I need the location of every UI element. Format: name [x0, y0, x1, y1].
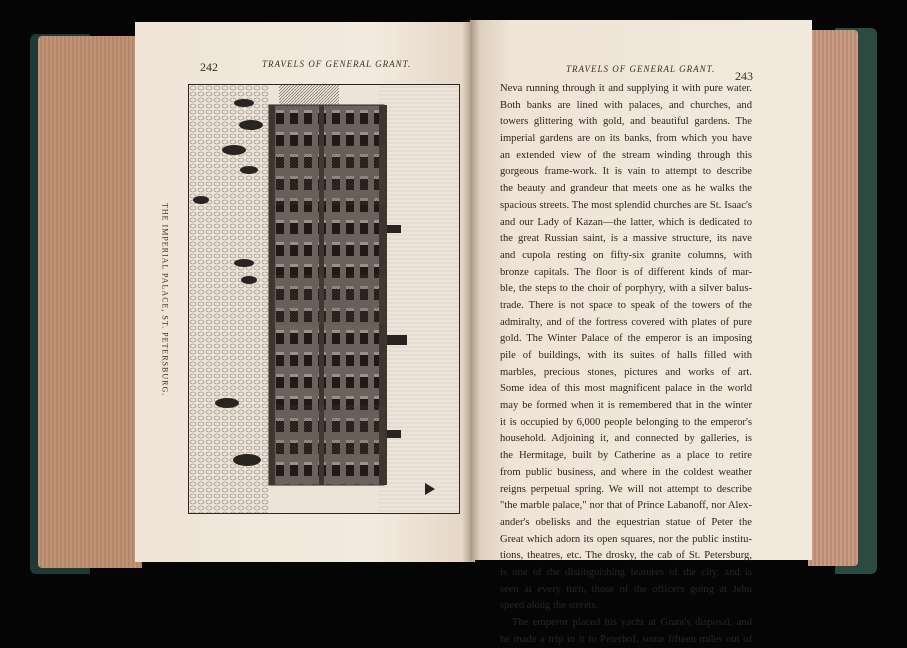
text-line: ander's obelisks and the equestrian statue of Peter the: [500, 516, 752, 528]
text-line: admiralty, and of the fortress covered with plates of pure: [500, 316, 752, 328]
text-line: pile of buildings, with its suites of halls filled with: [500, 350, 752, 361]
right-page-number: 243: [735, 69, 753, 83]
text-line: The emperor placed his yacht at Grant's disposal, and: [512, 617, 752, 628]
text-line: Some idea of this most magnificent palace in the world: [500, 383, 752, 395]
left-page-number: 242: [200, 60, 218, 74]
text-line: Great which adorn its open squares, nor the public institu-: [500, 533, 752, 545]
text-line: is one of the distinguishing features of the city, and is: [500, 566, 752, 578]
text-line: gorgeous frame-work. It is vain to attempt to describe: [500, 166, 752, 178]
text-line: and cupola resting on fifty-six granite columns, with: [500, 249, 752, 261]
left-running-head: TRAVELS OF GENERAL GRANT.: [262, 59, 412, 69]
text-line: gold. The Winter Palace of the emperor is an imposing: [500, 333, 752, 345]
book-gutter: [462, 20, 480, 562]
plate-caption-text: THE IMPERIAL PALACE, ST. PETERSBURG.: [160, 203, 170, 397]
text-line: bronze capitals. The floor is of different kinds of mar-: [500, 266, 752, 278]
text-line: marbles, precious stones, pictures and works of art.: [500, 366, 752, 378]
text-line: he made a trip in it to Peterhof, some fifteen miles out of: [500, 633, 752, 645]
text-line: it is occupied by 6,000 people belonging to the emperor's: [500, 416, 752, 428]
text-line: ble, the steps to the choir of porphyry, with a silver balus-: [500, 283, 752, 295]
text-line: may be formed when it is remembered that in the winter: [500, 400, 752, 412]
text-line: speed along the streets.: [500, 600, 599, 612]
text-line: the Hermitage, built by Catherine as a place to retire: [500, 450, 752, 462]
text-line: towers glittering with gold, and beautiful gardens. The: [500, 116, 752, 128]
right-running-head: TRAVELS OF GENERAL GRANT.: [566, 64, 716, 74]
page-edges-left: [38, 36, 142, 568]
page-edges-right: [808, 30, 858, 566]
text-line: reigns perpetual spring. We will not attempt to describe: [500, 483, 752, 495]
plate-caption: [155, 90, 175, 510]
text-line: from public business, and where in the coldest weather: [500, 466, 752, 478]
text-line: seen at every turn, those of the officers going at Jehu: [500, 583, 752, 595]
text-line: the beauty and grandeur that meets one as he walks the: [500, 183, 752, 195]
text-line: household. Adjoining it, and connected by galleries, is: [500, 433, 752, 445]
text-line: imperial gardens are on its banks, from which you have: [500, 133, 752, 145]
text-line: Both banks are lined with palaces, and churches, and: [500, 99, 752, 111]
text-line: Neva running through it and supplying it with pure water.: [500, 83, 752, 94]
text-line: tions, theatres, etc. The drosky, the cab of St. Petersburg,: [500, 550, 752, 562]
text-line: trade. There is not space to speak of the towers of the: [500, 299, 752, 311]
palace-engraving: [188, 84, 460, 514]
text-line: spacious streets. The most splendid churches are St. Isaac's: [500, 199, 752, 211]
text-line: the great Russian saint, is a massive structure, its nave: [500, 233, 752, 245]
text-line: an extended view of the stream winding through this: [500, 149, 752, 161]
text-line: "the marble palace," nor that of Prince Labanoff, nor Alex-: [500, 500, 752, 512]
body-text: [500, 81, 752, 648]
text-line: and our Lady of Kazan—the latter, which is dedicated to: [500, 216, 752, 228]
